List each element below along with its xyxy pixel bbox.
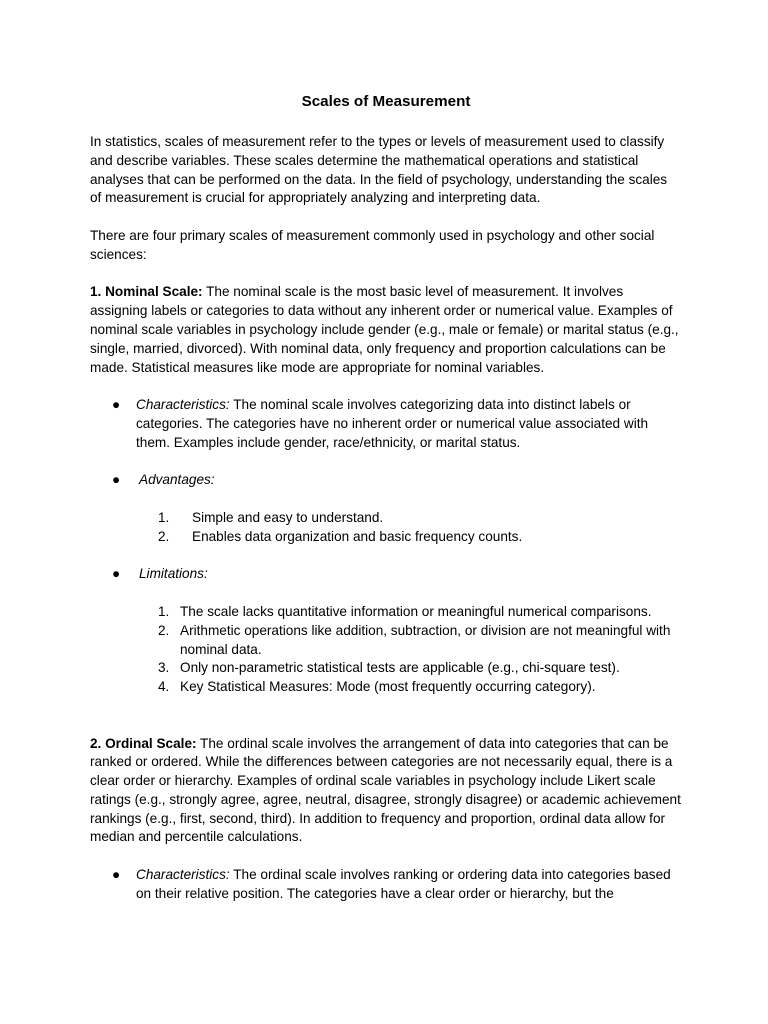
advantages-label: Advantages: [139,472,215,488]
list-item-text: Key Statistical Measures: Mode (most frequently occurring category). [180,679,596,695]
characteristics-label: Characteristics: [136,397,230,413]
bullet-icon: ● [112,397,121,413]
list-item-text: Simple and easy to understand. [192,509,384,525]
list-item-text: Enables data organization and basic frequency counts. [192,528,523,544]
bullet-icon: ● [112,867,121,883]
list-item-number: 2. [158,528,170,544]
characteristics-label: Characteristics: [136,867,230,883]
list-item-text: Only non-parametric statistical tests are applicable (e.g., chi-square test). [180,660,620,676]
ordinal-scale-heading: 2. Ordinal Scale: [90,735,197,751]
list-item [90,659,682,678]
characteristics-text: The ordinal scale involves ranking or ordering data into categories based on their relative position. The categories have a clear order or hierarchy, but the [136,867,671,901]
list-item-number: 3. [158,660,170,676]
list-item-number: 1. [158,603,170,619]
list-item [90,603,682,622]
list-item-number: 1. [158,509,170,525]
ordinal-scale-paragraph [90,735,682,848]
advantages-list [90,509,682,547]
nominal-scale-paragraph [90,283,682,377]
bullet-icon: ● [112,566,121,582]
nominal-characteristics-item [90,396,682,452]
list-item [90,622,682,660]
ordinal-characteristics-item [90,866,682,904]
page-title: Scales of Measurement [301,93,471,110]
nominal-scale-heading: 1. Nominal Scale: [90,284,203,300]
characteristics-text: The nominal scale involves categorizing data into distinct labels or categories. The categories have no inherent order or numerical value associated with them. Examples include gender, race/ethnicity, or marital status. [136,397,649,450]
list-item-number: 2. [158,622,170,638]
limitations-list [90,603,682,697]
list-item-text: The scale lacks quantitative information or meaningful numerical comparisons. [180,603,652,619]
nominal-advantages-item [90,471,682,490]
nominal-scale-text: The nominal scale is the most basic level of measurement. It involves assigning labels or categories to data without any inherent order or numerical value. Examples of nominal scale variables in psychology include gender (e.g., male or female) or marital status (e.g., single, married, divorced). With nominal data, only frequency and proportion calculations can be made. Statistical measures like mode are appropriate for nominal variables. [90,284,679,375]
nominal-limitations-item [90,565,682,584]
list-item [90,678,682,697]
intro-paragraph-1: In statistics, scales of measurement refer to the types or levels of measurement used to classify and describe variables. These scales determine the mathematical operations and statistical analyses that can be performed on the data. In the field of psychology, understanding the scales of measurement is crucial for appropriately analyzing and interpreting data. [90,134,668,206]
intro-paragraph-2: There are four primary scales of measurement commonly used in psychology and other social sciences: [90,227,655,262]
bullet-icon: ● [112,472,121,488]
document-body [90,92,682,922]
list-item-number: 4. [158,679,170,695]
list-item-text: Arithmetic operations like addition, subtraction, or division are not meaningful with nominal data. [180,622,671,657]
limitations-label: Limitations: [139,566,208,582]
list-item [90,509,682,528]
list-item [90,528,682,547]
ordinal-scale-text: The ordinal scale involves the arrangement of data into categories that can be ranked or ordered. While the differences between categories are not necessarily equal, there is a clear order or hierarchy. Examples of ordinal scale variables in psychology include Likert scale ratings (e.g., strongly agree, agree, neutral, disagree, strongly disagree) or academic achievement rankings (e.g., first, second, third). In addition to frequency and proportion, ordinal data allow for median and percentile calculations. [90,735,681,845]
